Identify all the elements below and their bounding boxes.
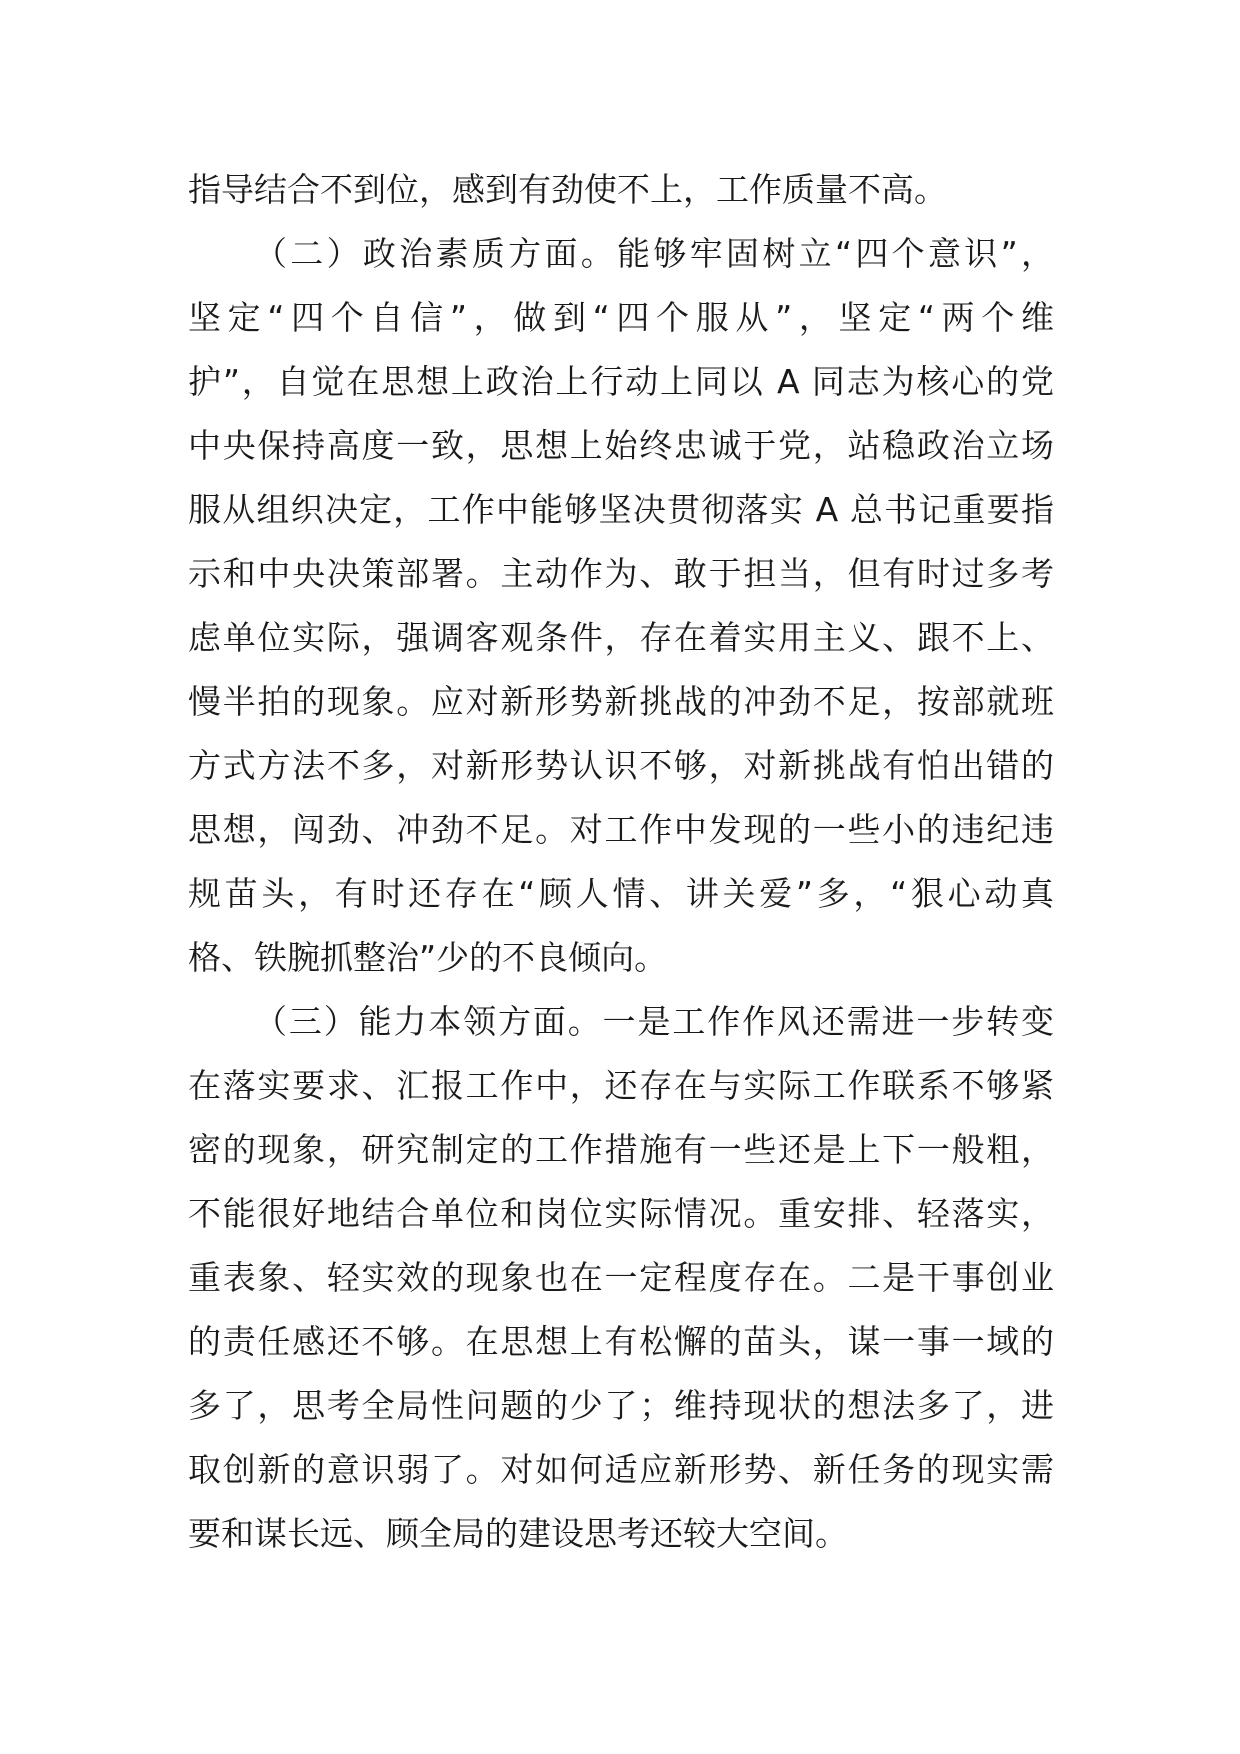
text-line: 指导结合不到位，感到有劲使不上，工作质量不高。 [188, 170, 947, 209]
text-line: 重表象、轻实效的现象也在一定程度存在。二是干事创业 [188, 1258, 1054, 1297]
text-line: 密的现象，研究制定的工作措施有一些还是上下一般粗， [188, 1130, 1054, 1169]
paragraph-ability [188, 990, 1054, 1566]
text-line: 方式方法不多，对新形势认识不够，对新挑战有怕出错的 [188, 746, 1054, 785]
text-line: 中央保持高度一致，思想上始终忠诚于党，站稳政治立场 [188, 426, 1054, 465]
text-line: 取创新的意识弱了。对如何适应新形势、新任务的现实需 [188, 1450, 1054, 1489]
text-line: 的责任感还不够。在思想上有松懈的苗头，谋一事一域的 [188, 1322, 1054, 1361]
document-body [188, 158, 1054, 1566]
text-line: 规苗头，有时还存在“顾人情、讲关爱”多，“狠心动真 [188, 874, 1054, 913]
text-line: 慢半拍的现象。应对新形势新挑战的冲劲不足，按部就班 [188, 682, 1054, 721]
text-line: 虑单位实际，强调客观条件，存在着实用主义、跟不上、 [188, 618, 1054, 657]
text-line: 思想，闯劲、冲劲不足。对工作中发现的一些小的违纪违 [188, 810, 1054, 849]
paragraph-continuation [188, 158, 1054, 222]
text-line: 示和中央决策部署。主动作为、敢于担当，但有时过多考 [188, 554, 1054, 593]
text-line: 坚定“四个自信”，做到“四个服从”，坚定“两个维 [188, 298, 1054, 337]
text-line: 服从组织决定，工作中能够坚决贯彻落实 A 总书记重要指 [188, 490, 1054, 529]
text-line: 格、铁腕抓整治”少的不良倾向。 [188, 938, 668, 977]
text-line: 要和谋长远、顾全局的建设思考还较大空间。 [188, 1514, 848, 1553]
paragraph-political-quality [188, 222, 1054, 990]
section-heading-line: （三）能力本领方面。一是工作作风还需进一步转变 [254, 1002, 1054, 1041]
section-heading-line: （二）政治素质方面。能够牢固树立“四个意识”， [254, 234, 1054, 273]
text-line: 不能很好地结合单位和岗位实际情况。重安排、轻落实， [188, 1194, 1054, 1233]
text-line: 多了，思考全局性问题的少了；维持现状的想法多了，进 [188, 1386, 1054, 1425]
text-line: 在落实要求、汇报工作中，还存在与实际工作联系不够紧 [188, 1066, 1054, 1105]
text-line: 护”，自觉在思想上政治上行动上同以 A 同志为核心的党 [188, 362, 1054, 401]
